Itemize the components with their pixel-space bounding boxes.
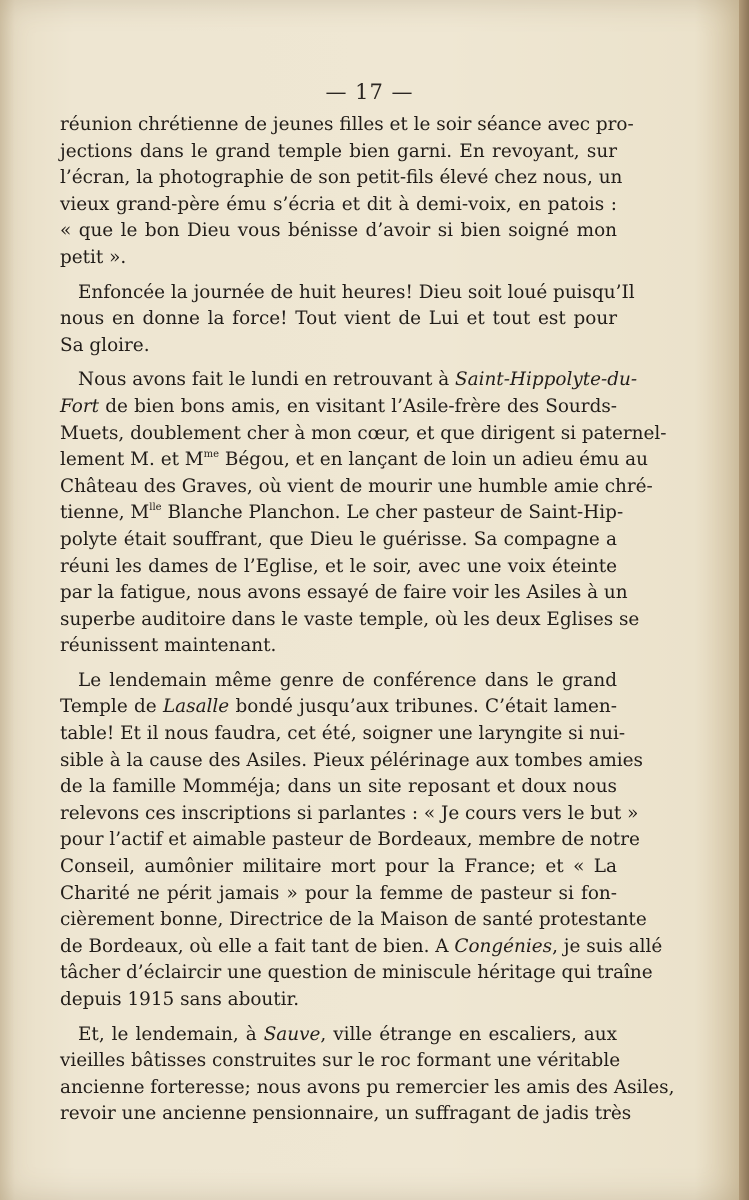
text-run: , ville étrange en escaliers, aux [320,1023,617,1045]
text-line [60,367,638,394]
paragraph [60,1022,675,1128]
text-line [60,500,624,527]
text-line: table! Et il nous faudra, cet été, soigner une laryngite si nui- [60,723,626,745]
text-line [60,394,617,421]
paragraph [60,668,663,1014]
superscript: lle [149,502,162,514]
text-run: lement M. et M [60,449,204,471]
text-line: Enfoncée la journée de huit heures! Dieu soit loué puisqu’Il [78,281,635,303]
text-run: de bien bons amis, en visitant l’Asile-frère des Sourds- [99,395,617,417]
place-name: Sauve [263,1023,321,1045]
place-name: Congénies [454,935,553,957]
place-name: Saint-Hippolyte-du- [455,369,638,391]
text-line: nous en donne la force! Tout vient de Lui et tout est pour [60,308,617,330]
text-line: relevons ces inscriptions si parlantes : « Je cours vers le but » [60,802,639,824]
text-run: Bégou, et en lançant de loin un adieu ému au [219,449,648,471]
text-line: revoir une ancienne pensionnaire, un suffragant de jadis très [60,1103,632,1125]
text-line: petit ». [60,246,127,268]
paragraph [60,280,635,360]
text-line: polyte était souffrant, que Dieu le guérisse. Sa compagne a [60,528,617,550]
text-line: sible à la cause des Asiles. Pieux pélérinage aux tombes amies [60,749,643,771]
text-line: réuni les dames de l’Eglise, et le soir, avec une voix éteinte [60,555,617,577]
text-line: Sa gloire. [60,334,150,356]
text-line: de la famille Momméja; dans un site reposant et doux nous [60,776,617,798]
text-line: jections dans le grand temple bien garni. En revoyant, sur [60,140,617,162]
text-line: « que le bon Dieu vous bénisse d’avoir si bien soigné mon [60,220,617,242]
text-line: cièrement bonne, Directrice de la Maison de santé protestante [60,909,647,931]
text-line: Le lendemain même genre de conférence dans le grand [78,669,617,691]
text-line: superbe auditoire dans le vaste temple, où les deux Eglises se [60,608,640,630]
text-line: vieux grand-père ému s’écria et dit à demi-voix, en patois : [60,193,617,215]
body-text [60,112,675,1136]
text-line: tâcher d’éclaircir une question de miniscule héritage qui traîne [60,962,653,984]
text-line [60,447,648,474]
text-line: Muets, doublement cher à mon cœur, et que dirigent si paternel- [60,422,667,444]
text-line: Château des Graves, où vient de mourir une humble amie chré- [60,475,653,497]
text-line: Charité ne périt jamais » pour la femme de pasteur si fon- [60,882,617,904]
superscript: me [203,449,220,461]
text-line: ancienne forteresse; nous avons pu remercier les amis des Asiles, [60,1076,675,1098]
text-run: de Bordeaux, où elle a fait tant de bien. A [60,935,455,957]
text-run: Et, le lendemain, à [78,1023,264,1045]
text-line: l’écran, la photographie de son petit-fils élevé chez nous, un [60,167,623,189]
text-line [60,1022,617,1049]
text-run: Nous avons fait le lundi en retrouvant à [78,369,456,391]
text-line [60,694,617,721]
text-line: Conseil, aumônier militaire mort pour la France; et « La [60,856,617,878]
place-name: Lasalle [162,696,230,718]
text-line: depuis 1915 sans aboutir. [60,989,300,1010]
paragraph [60,367,667,660]
page-number: — 17 — [325,80,414,104]
text-line: vieilles bâtisses construites sur le roc formant une véritable [60,1050,621,1072]
text-line [60,934,663,961]
text-line: réunissent maintenant. [60,635,277,657]
text-line: par la fatigue, nous avons essayé de faire voir les Asiles à un [60,582,628,604]
text-run: , je suis allé [552,935,663,957]
place-name: Fort [60,395,100,417]
text-line: pour l’actif et aimable pasteur de Bordeaux, membre de notre [60,829,640,851]
text-run: Temple de [60,696,163,718]
text-line: réunion chrétienne de jeunes filles et le soir séance avec pro- [60,114,634,135]
paragraph [60,112,634,272]
text-run: Blanche Planchon. Le cher pasteur de Saint-Hip- [161,502,624,524]
text-run: tienne, M [60,502,150,524]
text-run: bondé jusqu’aux tribunes. C’était lamen- [229,696,617,718]
